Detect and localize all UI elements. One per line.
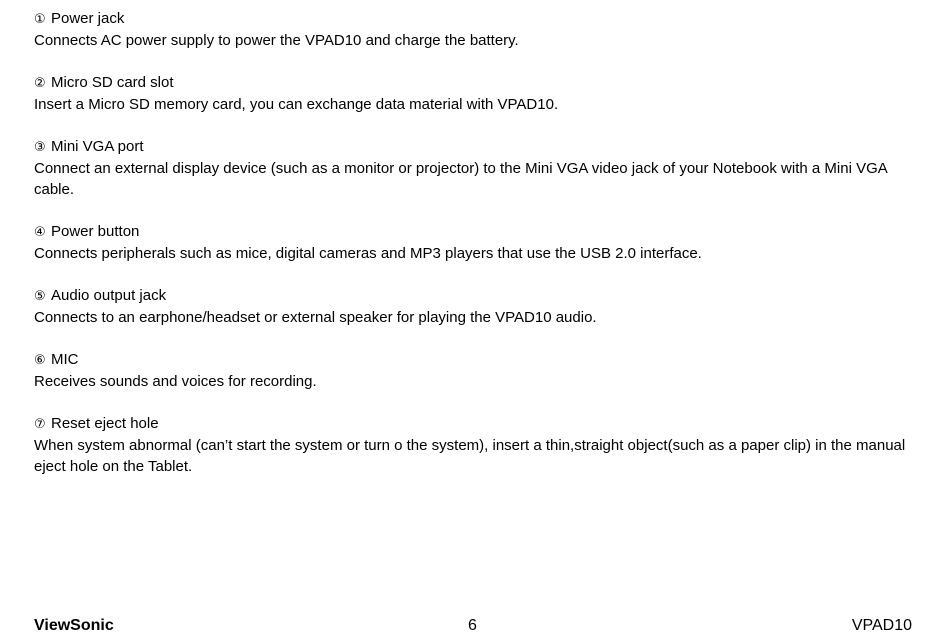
component-description: When system abnormal (can’t start the system or turn o the system), insert a thin,straight object(such as a paper clip) in the manual eject hole on the Tablet. (34, 437, 906, 475)
component-title-text: Reset eject hole (51, 415, 159, 432)
component-description: Insert a Micro SD memory card, you can exchange data material with VPAD10. (34, 96, 559, 113)
component-title-text: Power jack (51, 10, 125, 27)
footer-brand: ViewSonic (34, 617, 114, 634)
component-item-audio-output-jack (34, 285, 924, 328)
component-number: ① (34, 12, 46, 27)
component-item-power-button (34, 221, 924, 264)
footer-model: VPAD10 (851, 617, 912, 634)
component-description: Connect an external display device (such as a monitor or projector) to the Mini VGA video jack of your Notebook with a Mini VGA cable. (34, 160, 887, 198)
component-title (34, 413, 924, 435)
component-title (34, 349, 924, 371)
component-title (34, 136, 924, 158)
component-item-mic (34, 349, 924, 392)
component-title-text: Mini VGA port (51, 138, 144, 155)
component-number: ⑥ (34, 353, 46, 368)
component-number: ④ (34, 225, 46, 240)
component-description: Receives sounds and voices for recording. (34, 373, 317, 390)
component-title-text: Audio output jack (51, 287, 167, 304)
component-item-mini-vga-port (34, 136, 924, 200)
component-description: Connects to an earphone/headset or external speaker for playing the VPAD10 audio. (34, 309, 597, 326)
manual-page-content (34, 8, 924, 498)
component-item-reset-eject-hole (34, 413, 924, 477)
component-description: Connects AC power supply to power the VPAD10 and charge the battery. (34, 32, 519, 49)
component-item-power-jack (34, 8, 924, 51)
component-item-micro-sd-slot (34, 72, 924, 115)
footer-page-number: 6 (468, 617, 477, 634)
component-description: Connects peripherals such as mice, digital cameras and MP3 players that use the USB 2.0 interface. (34, 245, 702, 262)
component-title (34, 285, 924, 307)
component-number: ③ (34, 140, 46, 155)
component-title (34, 221, 924, 243)
component-number: ⑦ (34, 417, 46, 432)
component-number: ② (34, 76, 46, 91)
component-title-text: Power button (51, 223, 140, 240)
component-title (34, 72, 924, 94)
component-number: ⑤ (34, 289, 46, 304)
component-title-text: MIC (51, 351, 79, 368)
component-title (34, 8, 924, 30)
component-title-text: Micro SD card slot (51, 74, 174, 91)
page-footer (0, 615, 950, 636)
